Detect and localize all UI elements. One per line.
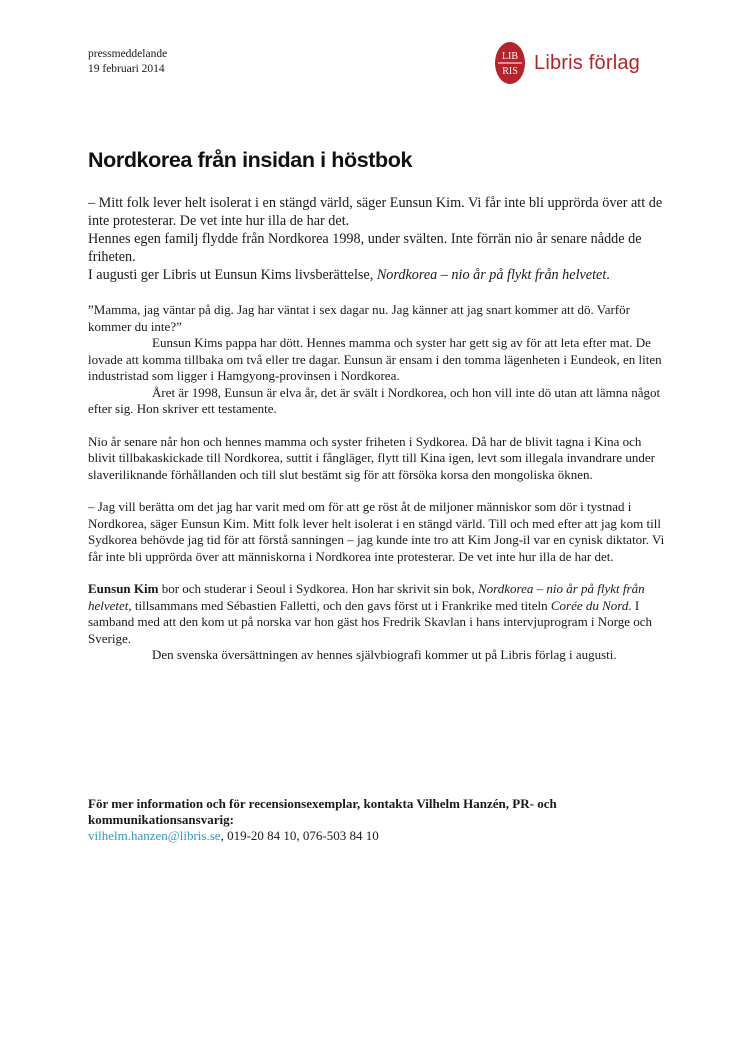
publisher-name: Libris förlag	[534, 51, 640, 74]
contact-heading: För mer information och för recensionsexemplar, kontakta Vilhelm Hanzén, PR- och kommunikationsansvarig:	[88, 796, 557, 827]
lead-section	[88, 194, 668, 284]
quote-section	[88, 499, 668, 565]
libris-logo	[494, 41, 640, 85]
author-book-title: Nordkorea – nio år på flykt från helvetet	[88, 581, 645, 613]
contact-details	[88, 828, 648, 844]
logo-mark-top: LIB	[501, 51, 519, 62]
excerpt-paragraph-3: Året är 1998, Eunsun är elva år, det är svält i Nordkorea, och hon vill inte dö utan att lämna något efter sig. Hon skriver ett testamente.	[88, 384, 661, 416]
excerpt-paragraph-2: Eunsun Kims pappa har dött. Hennes mamma och syster har gett sig av för att leta efter mat. De lovade att komma tillbaka om två eller tre dagar. Eunsun är ensam i den tomma lägenheten i Eundeok, en liten industristad som ligger i Hamgyong-provinsen i Nordkorea.	[88, 335, 662, 383]
author-paragraph-1	[88, 581, 668, 647]
author-text-2: , tillsammans med Sébastien Falletti, och den gavs först ut i Frankrike med titeln	[128, 597, 551, 613]
lead-paragraph-1: – Mitt folk lever helt isolerat i en stängd värld, säger Eunsun Kim. Vi får inte bli upprörda över att de inte protesterar. De vet inte hur illa de har det.	[88, 195, 663, 229]
author-name: Eunsun Kim	[88, 581, 159, 596]
logo-mark-bottom: RIS	[502, 66, 518, 77]
lead-paragraph-2: Hennes egen familj flydde från Nordkorea 1998, under svälten. Inte förrän nio år senare nådde de friheten.	[88, 231, 642, 265]
excerpt-paragraph-1: ”Mamma, jag väntar på dig. Jag har väntat i sex dagar nu. Jag känner att jag snart kommer att dö. Varför kommer du inte?”	[88, 302, 630, 334]
email-link[interactable]: vilhelm.hanzen@libris.se	[88, 828, 221, 843]
author-quote: – Jag vill berätta om det jag har varit med om för att ge röst åt de miljoner människor som dör i tystnad i Nordkorea, säger Eunsun Kim. Mitt folk lever helt isolerat i en stängd värld. Till och med efter att jag kom till Sydkorea behövde jag tid för att förstå sanningen – jag kunde inte tro att Kim Jong-il var en cynisk diktator. Vi får inte bli upprörda över att människorna i Nordkorea inte protesterar. De vet inte hur illa de har det.	[88, 499, 665, 564]
story-section	[88, 434, 668, 484]
author-text-3: . I samband med att den kom ut på norska var hon gäst hos Fredrik Skavlan i hans intervjuprogram i Norge och Sverige.	[88, 597, 653, 646]
lead-paragraph-3	[88, 266, 668, 284]
author-paragraph-2: Den svenska översättningen av hennes självbiografi kommer ut på Libris förlag i augusti.	[152, 647, 617, 662]
page-title: Nordkorea från insidan i höstbok	[88, 148, 413, 172]
document-meta	[88, 47, 167, 77]
libris-logo-mark	[494, 41, 526, 85]
lead-end: .	[606, 267, 610, 283]
contact-section	[88, 796, 648, 844]
phone-numbers: , 019-20 84 10, 076-503 84 10	[220, 828, 379, 843]
article-body	[88, 194, 668, 664]
excerpt-section	[88, 302, 668, 418]
author-text-1: bor och studerar i Seoul i Sydkorea. Hon har skrivit sin bok,	[158, 581, 478, 596]
lead-text: I augusti ger Libris ut Eunsun Kims livsberättelse,	[88, 267, 377, 283]
author-section	[88, 581, 668, 664]
story-paragraph: Nio år senare når hon och hennes mamma och syster friheten i Sydkorea. Då har de blivit tagna i Kina och blivit tillbakaskickade till Nordkorea, suttit i fångläger, flytt till Kina igen, levt som illegala invandrare under slaveriliknande förhållanden och till slut bestämt sig för att försöka korsa den mongoliska öknen.	[88, 433, 655, 482]
document-type: pressmeddelande	[88, 48, 168, 60]
french-title: Corée du Nord	[550, 597, 629, 613]
book-title: Nordkorea – nio år på flykt från helvetet	[376, 267, 607, 283]
release-date: 19 februari 2014	[88, 63, 165, 75]
